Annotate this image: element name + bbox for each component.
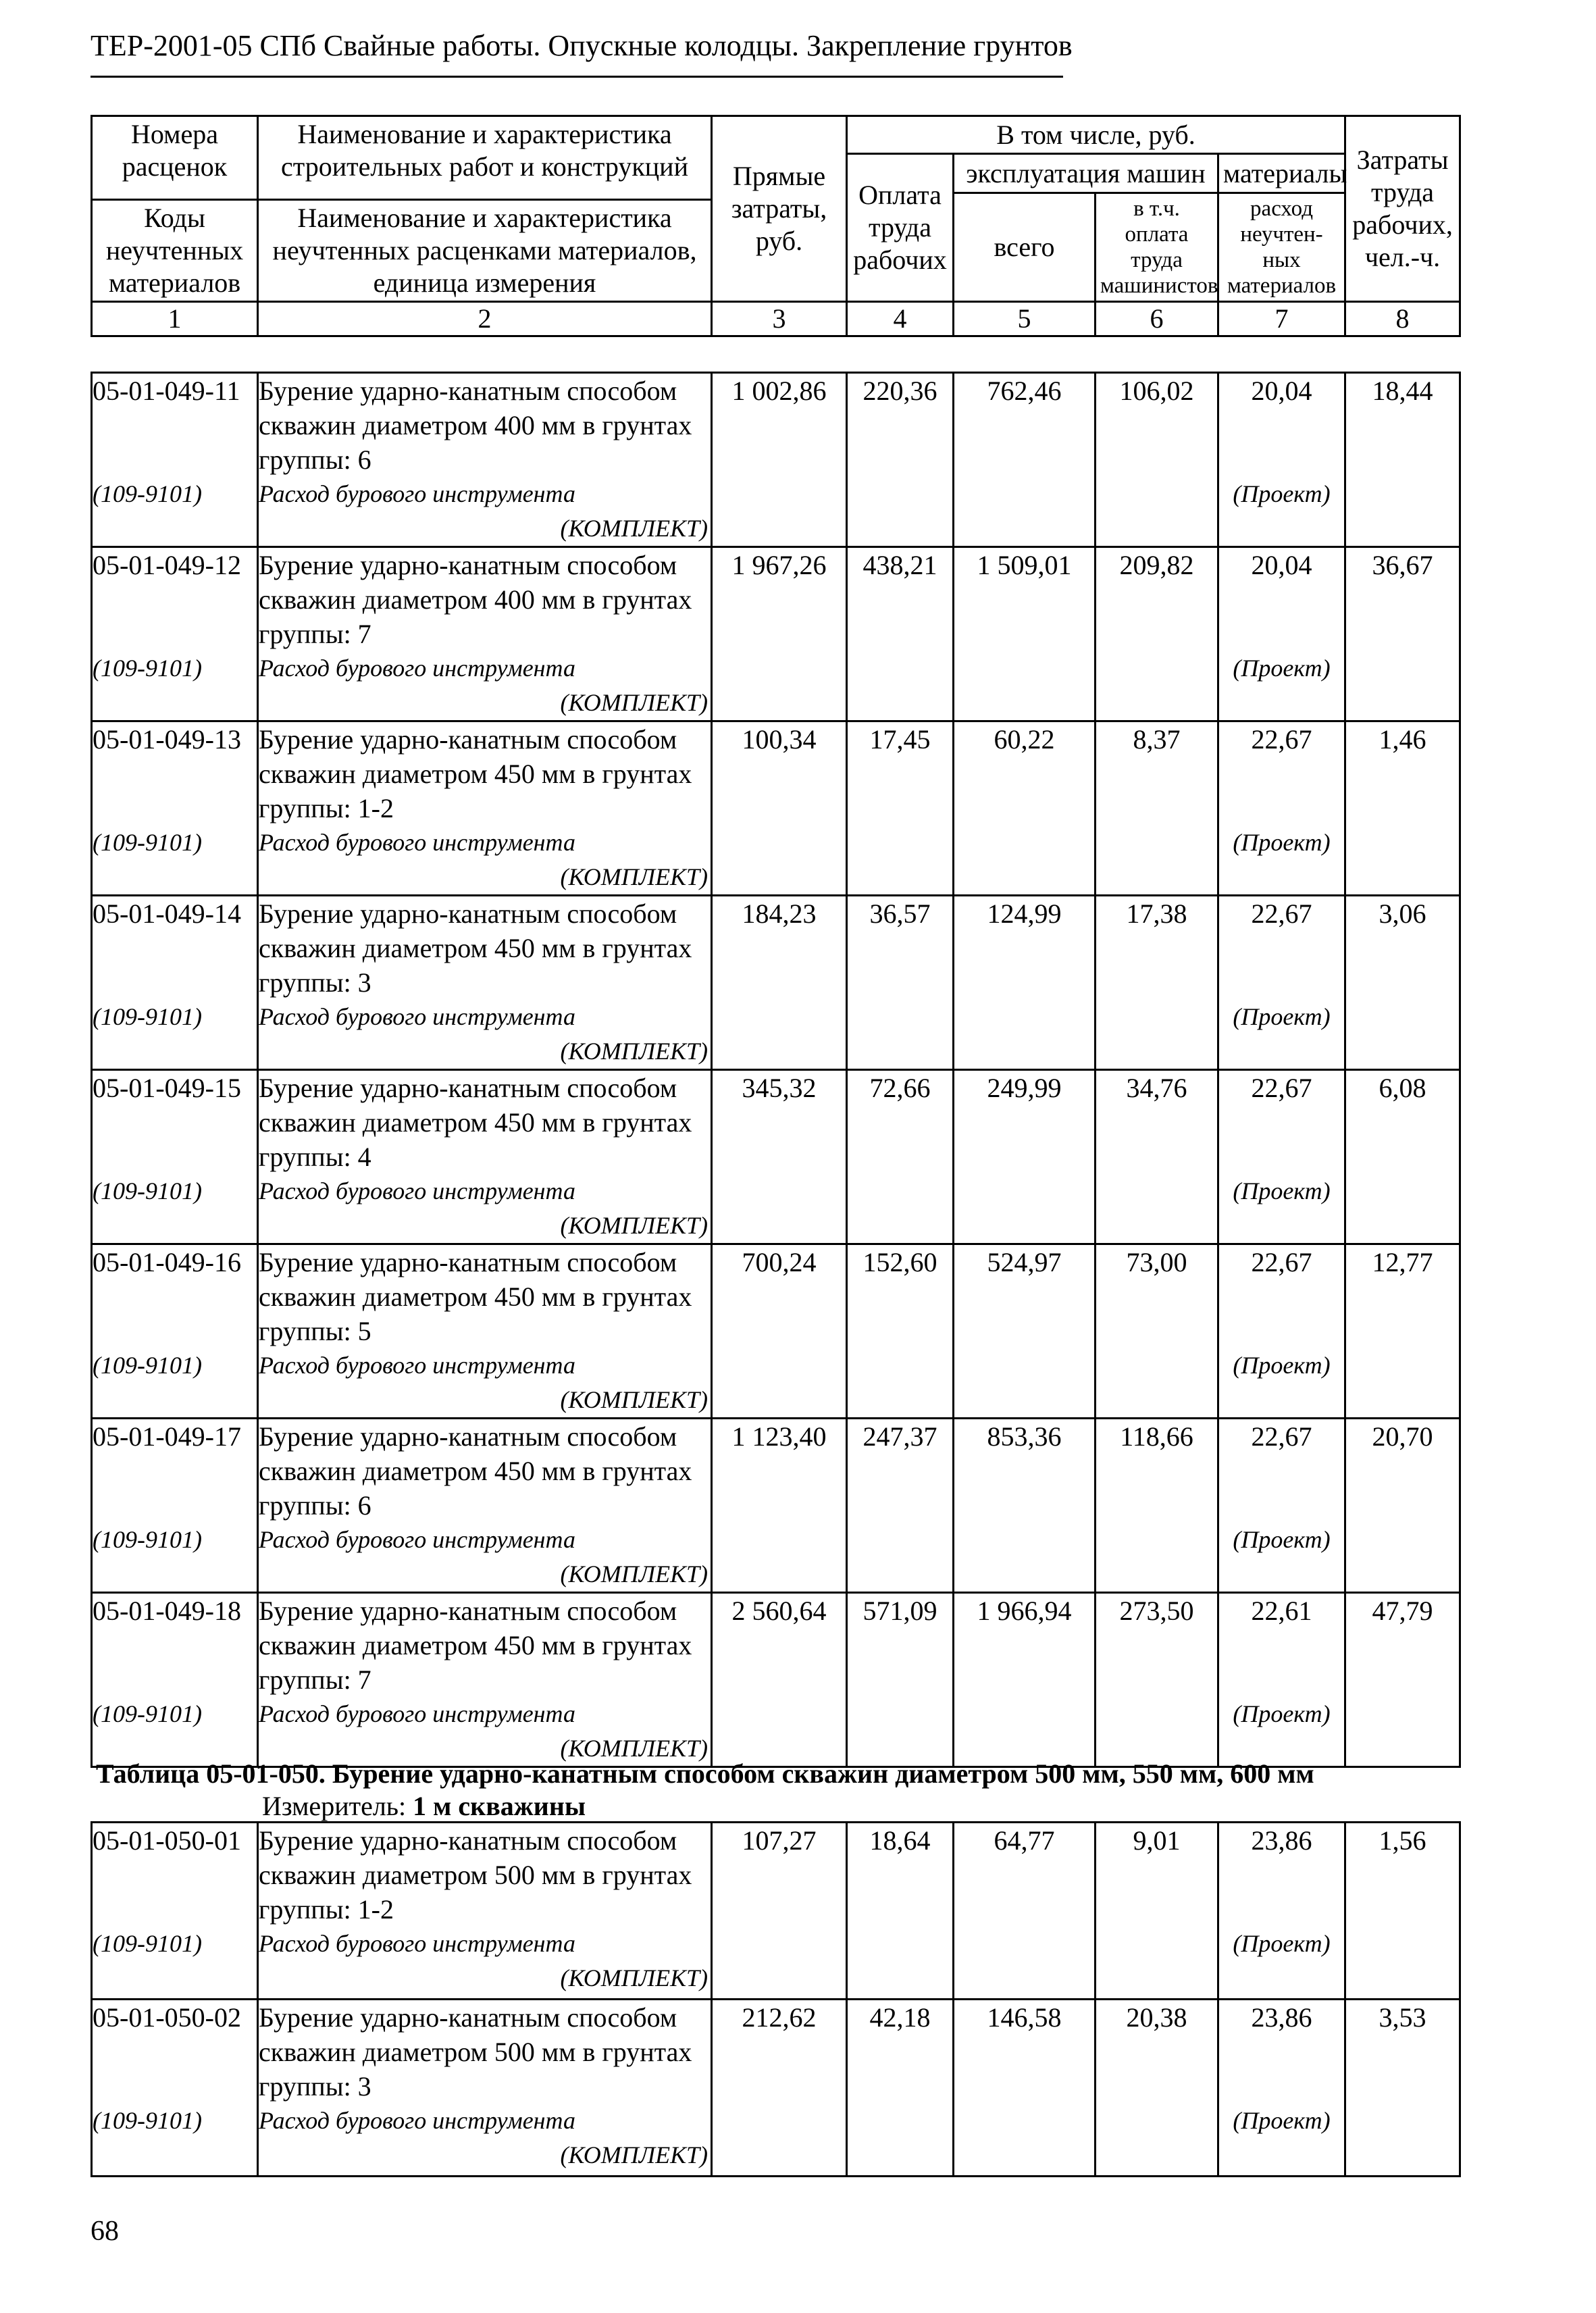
direct-cost: 345,32: [742, 1073, 817, 1103]
material-name: Расход бурового инструмента: [259, 1700, 575, 1727]
labor-cost-cell: [847, 373, 954, 547]
measure-line: [262, 1790, 586, 1823]
machine-operator-cost: 118,66: [1120, 1421, 1193, 1452]
labor-cost: 17,45: [869, 724, 931, 755]
material-unit: (КОМПЛЕКТ): [560, 1735, 708, 1762]
header-col6: в т.ч. оплата труда машинистов: [1096, 193, 1218, 302]
material-code: (109-9101): [93, 2107, 202, 2134]
rates-table-050: [91, 1821, 1461, 2177]
labor-hours: 3,53: [1379, 2002, 1426, 2033]
material-code: (109-9101): [93, 1352, 202, 1379]
material-code: (109-9101): [93, 1003, 202, 1030]
header-col3: Прямые затраты, руб.: [712, 116, 847, 302]
material-unit: (КОМПЛЕКТ): [560, 1560, 708, 1587]
work-description-cell: [258, 1070, 712, 1244]
material-unit: (КОМПЛЕКТ): [560, 1386, 708, 1413]
rate-code-cell: [92, 1419, 258, 1593]
header-materials: материалы: [1218, 154, 1345, 193]
header-num: 1: [92, 302, 258, 336]
labor-hours-cell: [1345, 2000, 1460, 2177]
work-description-cell: [258, 373, 712, 547]
material-name: Расход бурового инструмента: [259, 2107, 575, 2134]
labor-hours-cell: [1345, 1823, 1460, 2000]
machine-cost: 124,99: [987, 898, 1062, 929]
machine-operator-cost: 34,76: [1126, 1073, 1187, 1103]
material-note: (Проект): [1233, 480, 1331, 507]
material-consumption-cell: [1218, 1244, 1345, 1419]
direct-cost: 1 002,86: [731, 376, 827, 406]
material-name: Расход бурового инструмента: [259, 480, 575, 507]
material-consumption-cell: [1218, 2000, 1345, 2177]
rate-code-cell: [92, 373, 258, 547]
material-code: (109-9101): [93, 829, 202, 856]
direct-cost-cell: [712, 721, 847, 896]
machine-cost: 146,58: [987, 2002, 1062, 2033]
machine-cost-cell: [954, 1593, 1096, 1767]
work-description: Бурение ударно-канатным способом скважин диаметром 450 мм в грунтах группы: 6: [259, 1421, 692, 1521]
machine-operator-cost: 73,00: [1126, 1247, 1187, 1277]
material-note: (Проект): [1233, 1352, 1331, 1379]
rate-code: 05-01-049-13: [93, 724, 241, 755]
material-code: (109-9101): [93, 1930, 202, 1957]
material-consumption: 23,86: [1251, 2002, 1312, 2033]
material-unit: (КОМПЛЕКТ): [560, 863, 708, 890]
material-consumption: 22,67: [1251, 898, 1312, 929]
labor-hours: 18,44: [1372, 376, 1433, 406]
material-note: (Проект): [1233, 1930, 1331, 1957]
labor-hours-cell: [1345, 373, 1460, 547]
material-code: (109-9101): [93, 1177, 202, 1204]
labor-hours-cell: [1345, 721, 1460, 896]
material-name: Расход бурового инструмента: [259, 1003, 575, 1030]
labor-cost-cell: [847, 547, 954, 721]
labor-cost: 42,18: [869, 2002, 931, 2033]
labor-cost-cell: [847, 1593, 954, 1767]
direct-cost-cell: [712, 896, 847, 1070]
table-row: [92, 1593, 1460, 1767]
rate-code: 05-01-049-11: [93, 376, 240, 406]
direct-cost: 1 967,26: [731, 550, 827, 580]
table-row: [92, 2000, 1460, 2177]
rates-table-049: [91, 372, 1461, 1768]
rate-code: 05-01-049-16: [93, 1247, 241, 1277]
table-row: [92, 1419, 1460, 1593]
labor-hours: 6,08: [1379, 1073, 1426, 1103]
rate-code-cell: [92, 896, 258, 1070]
work-description: Бурение ударно-канатным способом скважин диаметром 500 мм в грунтах группы: 1-2: [259, 1825, 692, 1925]
direct-cost-cell: [712, 1070, 847, 1244]
material-unit: (КОМПЛЕКТ): [560, 1212, 708, 1239]
labor-hours-cell: [1345, 1070, 1460, 1244]
work-description-cell: [258, 721, 712, 896]
work-description-cell: [258, 2000, 712, 2177]
machine-cost-cell: [954, 1070, 1096, 1244]
machine-operator-cost: 8,37: [1133, 724, 1181, 755]
work-description-cell: [258, 1823, 712, 2000]
table-row: [92, 1070, 1460, 1244]
header-col1-top: Номера расценок: [92, 116, 258, 200]
rate-code: 05-01-049-12: [93, 550, 241, 580]
header-num: 5: [954, 302, 1096, 336]
section-title: Таблица 05-01-050. Бурение ударно-канатным способом скважин диаметром 500 мм, 550 мм, 600 мм: [96, 1758, 1314, 1789]
rate-code: 05-01-050-01: [93, 1825, 241, 1856]
rate-code-cell: [92, 1593, 258, 1767]
machine-cost-cell: [954, 1244, 1096, 1419]
labor-cost: 438,21: [863, 550, 937, 580]
material-unit: (КОМПЛЕКТ): [560, 1038, 708, 1065]
page-header: ТЕР-2001-05 СПб Свайные работы. Опускные колодцы. Закрепление грунтов: [91, 29, 1073, 62]
work-description-cell: [258, 1593, 712, 1767]
labor-hours: 1,46: [1379, 724, 1426, 755]
work-description: Бурение ударно-канатным способом скважин диаметром 450 мм в грунтах группы: 3: [259, 898, 692, 998]
machine-operator-cost-cell: [1096, 896, 1218, 1070]
work-description: Бурение ударно-канатным способом скважин диаметром 450 мм в грунтах группы: 4: [259, 1073, 692, 1172]
material-code: (109-9101): [93, 655, 202, 682]
material-unit: (КОМПЛЕКТ): [560, 689, 708, 716]
table-row: [92, 1823, 1460, 2000]
direct-cost-cell: [712, 1593, 847, 1767]
header-col1-bottom: Коды неучтенных материалов: [92, 200, 258, 302]
table-row: [92, 896, 1460, 1070]
labor-cost: 247,37: [863, 1421, 937, 1452]
material-consumption-cell: [1218, 896, 1345, 1070]
direct-cost-cell: [712, 373, 847, 547]
header-num: 4: [847, 302, 954, 336]
header-num: 7: [1218, 302, 1345, 336]
machine-cost: 64,77: [994, 1825, 1055, 1856]
material-name: Расход бурового инструмента: [259, 1526, 575, 1553]
material-note: (Проект): [1233, 1700, 1331, 1727]
material-unit: (КОМПЛЕКТ): [560, 2141, 708, 2168]
header-col8: Затраты труда рабочих, чел.-ч.: [1345, 116, 1460, 302]
labor-hours: 1,56: [1379, 1825, 1426, 1856]
machine-cost: 524,97: [987, 1247, 1062, 1277]
machine-cost: 762,46: [987, 376, 1062, 406]
header-group: В том числе, руб.: [847, 116, 1345, 154]
header-rule: [91, 76, 1063, 78]
material-name: Расход бурового инструмента: [259, 655, 575, 682]
material-unit: (КОМПЛЕКТ): [560, 515, 708, 542]
material-consumption: 20,04: [1251, 376, 1312, 406]
direct-cost: 100,34: [742, 724, 817, 755]
material-consumption-cell: [1218, 1593, 1345, 1767]
page-number: 68: [91, 2216, 119, 2247]
material-consumption: 22,67: [1251, 1073, 1312, 1103]
work-description: Бурение ударно-канатным способом скважин диаметром 500 мм в грунтах группы: 3: [259, 2002, 692, 2102]
rate-code-cell: [92, 1244, 258, 1419]
labor-cost-cell: [847, 721, 954, 896]
material-consumption: 22,67: [1251, 1421, 1312, 1452]
table-row: [92, 721, 1460, 896]
work-description: Бурение ударно-канатным способом скважин диаметром 400 мм в грунтах группы: 6: [259, 376, 692, 475]
labor-hours-cell: [1345, 547, 1460, 721]
direct-cost-cell: [712, 1419, 847, 1593]
column-header-table: [91, 115, 1461, 337]
machine-operator-cost: 20,38: [1126, 2002, 1187, 2033]
material-consumption: 22,67: [1251, 724, 1312, 755]
work-description-cell: [258, 896, 712, 1070]
material-name: Расход бурового инструмента: [259, 1930, 575, 1957]
rate-code: 05-01-049-18: [93, 1596, 241, 1626]
labor-hours: 3,06: [1379, 898, 1426, 929]
direct-cost: 107,27: [742, 1825, 817, 1856]
machine-operator-cost-cell: [1096, 1419, 1218, 1593]
machine-cost-cell: [954, 2000, 1096, 2177]
machine-cost-cell: [954, 547, 1096, 721]
labor-cost-cell: [847, 1419, 954, 1593]
machine-cost-cell: [954, 721, 1096, 896]
material-consumption-cell: [1218, 1419, 1345, 1593]
labor-cost: 152,60: [863, 1247, 937, 1277]
labor-hours-cell: [1345, 896, 1460, 1070]
direct-cost: 212,62: [742, 2002, 817, 2033]
labor-cost-cell: [847, 896, 954, 1070]
material-consumption-cell: [1218, 373, 1345, 547]
machine-cost: 60,22: [994, 724, 1055, 755]
header-num: 6: [1096, 302, 1218, 336]
material-name: Расход бурового инструмента: [259, 1352, 575, 1379]
machine-operator-cost: 9,01: [1133, 1825, 1181, 1856]
labor-hours: 47,79: [1372, 1596, 1433, 1626]
direct-cost-cell: [712, 2000, 847, 2177]
labor-cost-cell: [847, 2000, 954, 2177]
direct-cost: 1 123,40: [731, 1421, 827, 1452]
measure-value: 1 м скважины: [413, 1791, 586, 1821]
rate-code-cell: [92, 2000, 258, 2177]
header-num: 3: [712, 302, 847, 336]
direct-cost: 2 560,64: [731, 1596, 827, 1626]
material-consumption: 22,67: [1251, 1247, 1312, 1277]
machine-cost: 1 509,01: [977, 550, 1072, 580]
table-row: [92, 547, 1460, 721]
material-note: (Проект): [1233, 829, 1331, 856]
rate-code: 05-01-049-14: [93, 898, 241, 929]
rate-code-cell: [92, 721, 258, 896]
direct-cost: 184,23: [742, 898, 817, 929]
machine-cost-cell: [954, 896, 1096, 1070]
work-description-cell: [258, 1419, 712, 1593]
measure-label: Измеритель:: [262, 1791, 407, 1821]
labor-hours: 36,67: [1372, 550, 1433, 580]
material-consumption-cell: [1218, 1823, 1345, 2000]
rate-code: 05-01-049-15: [93, 1073, 241, 1103]
header-col2-bottom: Наименование и характеристика неучтенных расценками материалов, единица измерения: [258, 200, 712, 302]
material-name: Расход бурового инструмента: [259, 829, 575, 856]
labor-cost: 18,64: [869, 1825, 931, 1856]
header-col4: Оплата труда рабочих: [847, 154, 954, 302]
work-description: Бурение ударно-канатным способом скважин диаметром 450 мм в грунтах группы: 5: [259, 1247, 692, 1346]
machine-operator-cost-cell: [1096, 547, 1218, 721]
labor-cost: 72,66: [869, 1073, 931, 1103]
material-code: (109-9101): [93, 480, 202, 507]
machine-cost: 249,99: [987, 1073, 1062, 1103]
machine-cost: 853,36: [987, 1421, 1062, 1452]
material-code: (109-9101): [93, 1700, 202, 1727]
labor-hours: 20,70: [1372, 1421, 1433, 1452]
material-consumption-cell: [1218, 547, 1345, 721]
labor-cost: 36,57: [869, 898, 931, 929]
material-unit: (КОМПЛЕКТ): [560, 1964, 708, 1991]
header-col5: всего: [954, 193, 1096, 302]
machine-cost-cell: [954, 1823, 1096, 2000]
work-description: Бурение ударно-канатным способом скважин диаметром 450 мм в грунтах группы: 7: [259, 1596, 692, 1695]
machine-operator-cost-cell: [1096, 1823, 1218, 2000]
table-row: [92, 373, 1460, 547]
header-num: 2: [258, 302, 712, 336]
material-note: (Проект): [1233, 2107, 1331, 2134]
rate-code-cell: [92, 1070, 258, 1244]
material-note: (Проект): [1233, 1526, 1331, 1553]
direct-cost-cell: [712, 547, 847, 721]
machine-cost: 1 966,94: [977, 1596, 1072, 1626]
direct-cost: 700,24: [742, 1247, 817, 1277]
labor-cost: 571,09: [863, 1596, 937, 1626]
rate-code: 05-01-050-02: [93, 2002, 241, 2033]
labor-hours-cell: [1345, 1244, 1460, 1419]
direct-cost-cell: [712, 1823, 847, 2000]
material-note: (Проект): [1233, 1177, 1331, 1204]
rate-code-cell: [92, 547, 258, 721]
labor-cost-cell: [847, 1070, 954, 1244]
machine-operator-cost-cell: [1096, 1244, 1218, 1419]
material-note: (Проект): [1233, 655, 1331, 682]
rate-code-cell: [92, 1823, 258, 2000]
material-consumption: 20,04: [1251, 550, 1312, 580]
machine-operator-cost: 106,02: [1119, 376, 1194, 406]
direct-cost-cell: [712, 1244, 847, 1419]
machine-operator-cost-cell: [1096, 2000, 1218, 2177]
machine-cost-cell: [954, 1419, 1096, 1593]
labor-hours-cell: [1345, 1419, 1460, 1593]
rate-code: 05-01-049-17: [93, 1421, 241, 1452]
labor-cost-cell: [847, 1244, 954, 1419]
material-consumption: 23,86: [1251, 1825, 1312, 1856]
labor-cost-cell: [847, 1823, 954, 2000]
machine-operator-cost: 209,82: [1119, 550, 1194, 580]
material-consumption-cell: [1218, 1070, 1345, 1244]
work-description: Бурение ударно-канатным способом скважин диаметром 450 мм в грунтах группы: 1-2: [259, 724, 692, 823]
machine-operator-cost-cell: [1096, 721, 1218, 896]
machine-cost-cell: [954, 373, 1096, 547]
machine-operator-cost-cell: [1096, 1593, 1218, 1767]
material-note: (Проект): [1233, 1003, 1331, 1030]
material-consumption: 22,61: [1251, 1596, 1312, 1626]
header-num: 8: [1345, 302, 1460, 336]
machine-operator-cost: 17,38: [1126, 898, 1187, 929]
work-description-cell: [258, 1244, 712, 1419]
machine-operator-cost: 273,50: [1119, 1596, 1194, 1626]
machine-operator-cost-cell: [1096, 373, 1218, 547]
header-machines: эксплуатация машин: [954, 154, 1218, 193]
work-description: Бурение ударно-канатным способом скважин диаметром 400 мм в грунтах группы: 7: [259, 550, 692, 649]
labor-hours: 12,77: [1372, 1247, 1433, 1277]
material-consumption-cell: [1218, 721, 1345, 896]
header-col7: расход неучтен-ных материалов: [1218, 193, 1345, 302]
table-row: [92, 1244, 1460, 1419]
labor-cost: 220,36: [863, 376, 937, 406]
material-name: Расход бурового инструмента: [259, 1177, 575, 1204]
material-code: (109-9101): [93, 1526, 202, 1553]
header-col2-top: Наименование и характеристика строительных работ и конструкций: [258, 116, 712, 200]
machine-operator-cost-cell: [1096, 1070, 1218, 1244]
work-description-cell: [258, 547, 712, 721]
labor-hours-cell: [1345, 1593, 1460, 1767]
